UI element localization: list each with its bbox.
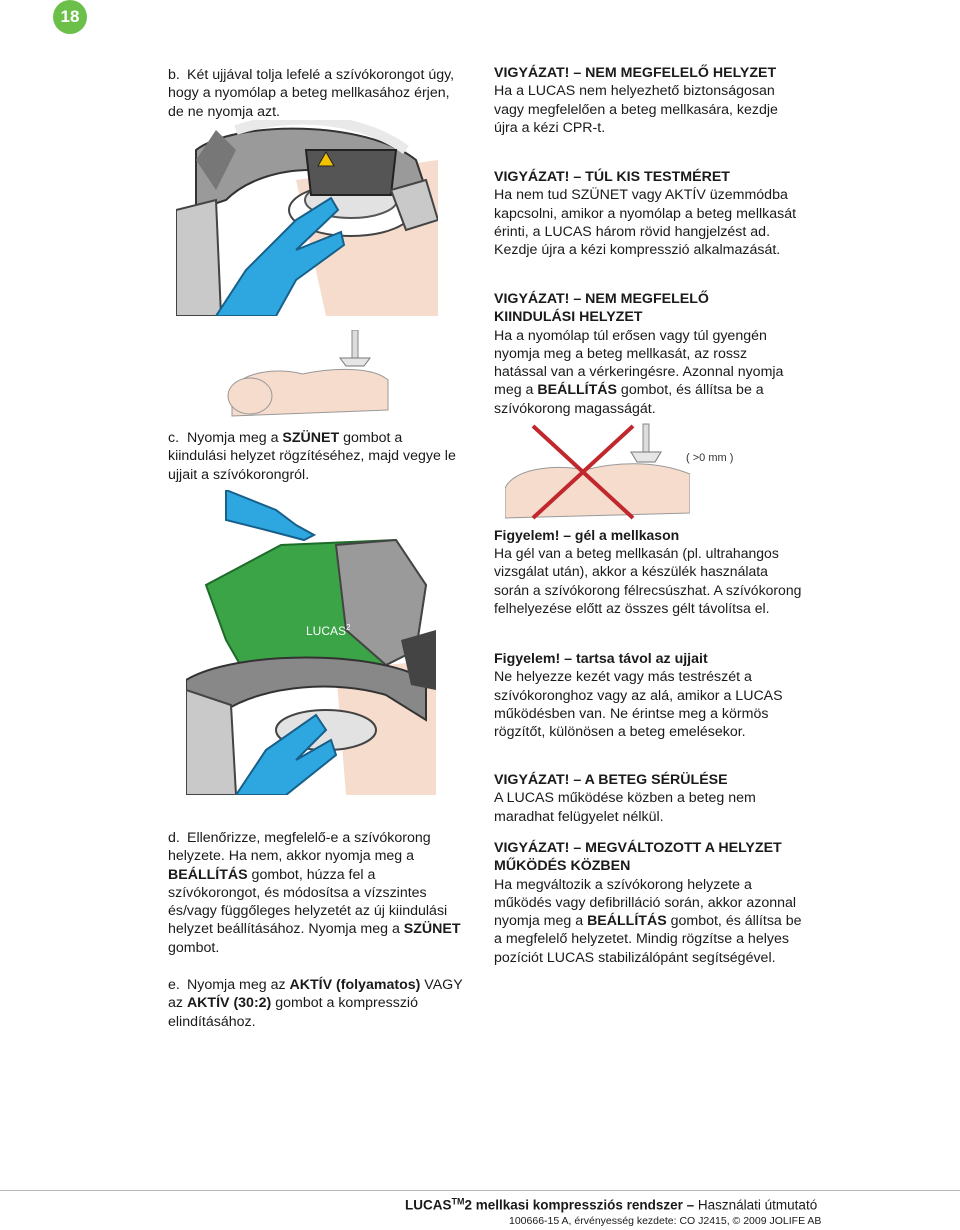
step-b-text: Két ujjával tolja lefelé a szívókorongot úgy, hogy a nyomólap a beteg mellkasához érjen, de ne nyomja azt. <box>168 67 455 120</box>
warning-3-body-text: Ha a nyomólap túl erősen vagy túl gyengén nyomja meg a beteg mellkasát, az rossz hatással van a vérkeringésre. Azonnal nyomja meg a <box>494 327 784 399</box>
warning-2-body: Ha nem tud SZÜNET vagy AKTÍV üzemmódba kapcsolni, amikor a nyomólap a beteg mellkasát érinti, a LUCAS három rövid hangjelzést ad. Kezdje újra a kézi kompresszió alkalmazását. <box>494 187 797 259</box>
footer-brand: LUCAS <box>405 1197 452 1213</box>
footer-subtitle: Használati útmutató <box>697 1197 818 1213</box>
warning-3-body-end: gombot, és állítsa be a szívókorong magasságát. <box>494 382 764 417</box>
step-d-bold1: BEÁLLÍTÁS <box>168 866 248 883</box>
warning-5-bold: BEÁLLÍTÁS <box>587 913 667 930</box>
step-c-label: c. <box>168 430 180 446</box>
warning-3-bold: BEÁLLÍTÁS <box>537 382 617 399</box>
note-2-title: Figyelem! – tartsa távol az ujjait <box>494 651 708 667</box>
step-e-text-mid: VAGY az <box>168 977 463 1012</box>
footer-product: 2 mellkasi kompressziós rendszer <box>464 1197 683 1213</box>
warning-5-title: VIGYÁZAT! – MEGVÁLTOZOTT A HELYZET MŰKÖDÉS KÖZBEN <box>494 840 782 875</box>
step-e-text: Nyomja meg az <box>187 977 290 993</box>
warning-patient-injury <box>494 771 804 826</box>
warning-5-body <box>494 876 804 967</box>
step-d-bold2: SZÜNET <box>403 921 461 938</box>
step-d-text-end: gombot. <box>168 939 220 956</box>
step-e-label: e. <box>168 977 180 993</box>
warning-5-body-text: Ha megváltozik a szívókorong helyzete a működés vagy defibrilláció során, akkor azonnal nyomja meg a <box>494 876 797 930</box>
note-1-body: Ha gél van a beteg mellkasán (pl. ultrahangos vizsgálat után), akkor a készülék használata során a szívókorong félrecsúszhat. A szívókorong felhelyezése előtt az összes gélt távolítsa el. <box>494 545 802 616</box>
step-d-label: d. <box>168 830 180 846</box>
device-label: LUCAS$^2$ <box>306 623 351 638</box>
warning-2-title: VIGYÁZAT! – TÚL KIS TESTMÉRET <box>494 169 730 185</box>
page-number-badge: 18 <box>53 0 87 34</box>
footer-tm: TM <box>451 1196 465 1206</box>
step-c <box>168 429 458 484</box>
illustration-device-pause <box>186 490 436 795</box>
note-2-body: Ne helyezze kezét vagy más testrészét a szívókoronghoz vagy az alá, amikor a LUCAS működésben van. Ne érintse meg a körmös rögzítőt, különösen a beteg emelésekor. <box>494 669 783 741</box>
warning-small-body <box>494 168 804 259</box>
warning-position-changed <box>494 839 804 967</box>
note-1-title: Figyelem! – gél a mellkason <box>494 527 680 543</box>
warning-incorrect-position <box>494 64 804 137</box>
note-gel <box>494 526 804 617</box>
note-fingers <box>494 650 784 741</box>
step-b-label: b. <box>168 67 180 83</box>
warning-4-title: VIGYÁZAT! – A BETEG SÉRÜLÉSE <box>494 772 728 788</box>
footer-title <box>405 1196 817 1213</box>
warning-5-body-end: gombot, és állítsa be a megfelelő helyzetet. Mindig rögzítse a helyes pozíciót LUCAS stabilizálópánt segítségével. <box>494 913 802 966</box>
warning-1-body: Ha a LUCAS nem helyezhető biztonságosan vagy megfelelően a beteg mellkasára, kezdje újra a kézi CPR-t. <box>494 83 778 136</box>
step-e-bold1: AKTÍV (folyamatos) <box>289 977 421 993</box>
step-d-text-mid: gombot, húzza fel a szívókorongot, és módosítsa a vízszintes és/vagy függőleges helyzetét az új kiindulási helyzet beállításához. Nyomja meg a <box>168 866 448 938</box>
warning-3-title: VIGYÁZAT! – NEM MEGFELELŐ KIINDULÁSI HELYZET <box>494 291 709 326</box>
step-d <box>168 829 468 957</box>
step-e-bold2: AKTÍV (30:2) <box>186 995 272 1012</box>
footer-dash: – <box>682 1197 698 1213</box>
warning-4-body: A LUCAS működése közben a beteg nem maradhat felügyelet nélkül. <box>494 790 756 825</box>
footer-doc-id: 100666-15 A, érvényesség kezdete: CO J2415, © 2009 JOLIFE AB <box>509 1215 822 1227</box>
warning-start-position <box>494 290 794 418</box>
step-c-bold: SZÜNET <box>282 430 340 446</box>
warning-1-title: VIGYÁZAT! – NEM MEGFELELŐ HELYZET <box>494 65 777 81</box>
step-e-text-end: gombot a kompresszió elindításához. <box>168 995 418 1030</box>
illustration-suction-cup-push <box>176 120 438 316</box>
footer-divider <box>0 1190 960 1191</box>
illustration-wrong-position <box>505 418 690 520</box>
warning-3-body <box>494 327 794 418</box>
step-c-text: Nyomja meg a <box>187 430 283 446</box>
illustration-patient-side <box>222 330 392 420</box>
step-c-text-end: gombot a kiindulási helyzet rögzítéséhez, majd vegye le ujjait a szívókorongról. <box>168 430 456 483</box>
step-b <box>168 66 458 121</box>
pressure-label: ( >0 mm ) <box>686 452 734 464</box>
step-e <box>168 976 468 1031</box>
step-d-text: Ellenőrizze, megfelelő-e a szívókorong helyzete. Ha nem, akkor nyomja meg a <box>168 830 431 865</box>
